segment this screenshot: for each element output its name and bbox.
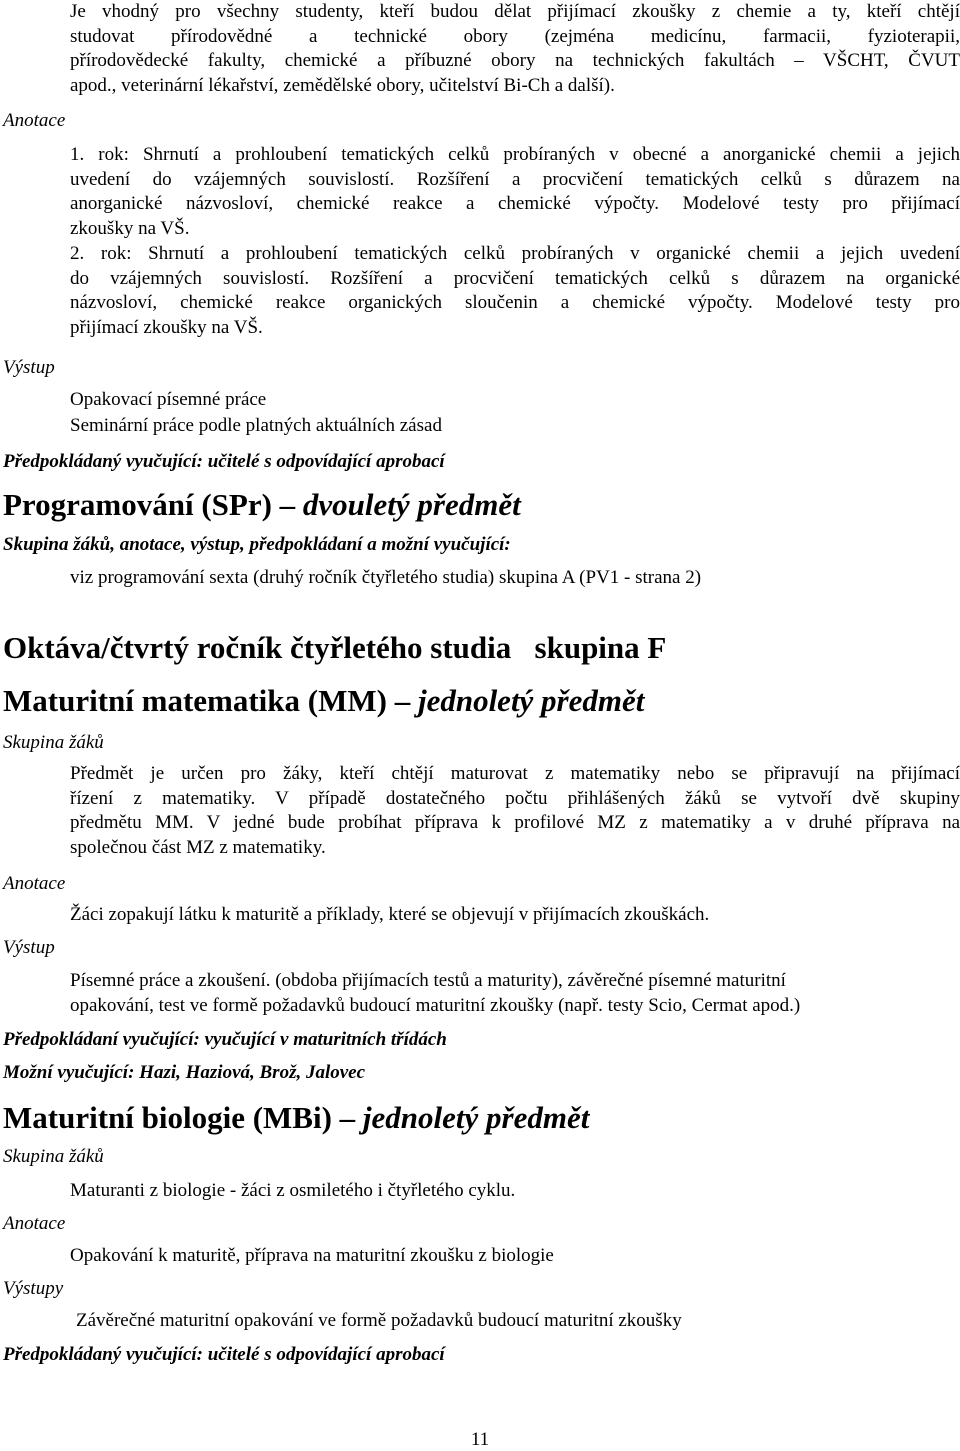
intro-line: studovat přírodovědné a technické obory (zejména medicínu, farmacii, fyzioterapii, xyxy=(70,25,960,47)
chem-year1-line: uvedení do vzájemných souvislostí. Rozšíření a procvičení tematických celků s důrazem na xyxy=(70,168,960,190)
mm-possible-teachers: Možní vyučující: Hazi, Haziová, Brož, Jalovec xyxy=(3,1062,366,1083)
chem-year2-line: do vzájemných souvislostí. Rozšíření a procvičení tematických celků s důrazem na organické xyxy=(70,267,960,289)
chem-teacher: Předpokládaný vyučující: učitelé s odpovídající aprobací xyxy=(3,451,445,472)
mbi-anotace-text: Opakování k maturitě, příprava na maturitní zkoušku z biologie xyxy=(70,1245,554,1266)
mm-title xyxy=(3,683,644,719)
mm-skupina-label: Skupina žáků xyxy=(3,732,104,753)
mbi-skupina-label: Skupina žáků xyxy=(3,1146,104,1167)
mbi-skupina-text: Maturanti z biologie - žáci z osmiletého i čtyřletého cyklu. xyxy=(70,1180,516,1201)
chem-year1-paragraph xyxy=(70,143,960,241)
chem-year1-line: anorganické názvosloví, chemické reakce a chemické výpočty. Modelové testy pro přijímací xyxy=(70,193,960,214)
prog-label: Skupina žáků, anotace, výstup, předpokládaní a možní vyučující: xyxy=(3,534,511,555)
mm-vystup-label: Výstup xyxy=(3,937,55,958)
chem-year2-paragraph xyxy=(70,242,960,340)
mm-anotace-text: Žáci zopakují látku k maturitě a příklady, které se objevují v přijímacích zkouškách. xyxy=(70,904,710,925)
mm-vystup-line: opakování, test ve formě požadavků budoucí maturitní zkoušky (např. testy Scio, Cermat apod.) xyxy=(70,995,801,1016)
page-number: 11 xyxy=(470,1429,490,1450)
mm-skupina-line: společnou část MZ z matematiky. xyxy=(70,836,326,858)
chem-vystup-line: Opakovací písemné práce xyxy=(70,389,267,410)
prog-title-main: Programování (SPr) – xyxy=(3,487,296,522)
mbi-title-italic: jednoletý předmět xyxy=(362,1100,590,1135)
intro-line: přírodovědecké fakulty, chemické a příbuzné obory na technických fakultách – VŠCHT, ČVUT xyxy=(70,50,960,71)
mm-skupina-line: řízení z matematiky. V případě dostatečného počtu přihlášených žáků se vytvoří dvě skupiny xyxy=(70,787,960,809)
mm-skupina-line: předmětu MM. V jedné bude probíhat příprava k profilové MZ z matematiky a v druhé příprava na xyxy=(70,812,960,833)
chem-year1-line: 1. rok: Shrnutí a prohloubení tematických celků probíraných v obecné a anorganické chemii a jejich xyxy=(70,144,960,165)
chem-year1-line: zkoušky na VŠ. xyxy=(70,217,190,239)
chem-vystup-label: Výstup xyxy=(3,357,55,378)
intro-paragraph xyxy=(70,0,960,98)
oktava-title: Oktáva/čtvrtý ročník čtyřletého studia skupina F xyxy=(3,630,667,665)
chem-year2-line: přijímací zkoušky na VŠ. xyxy=(70,316,263,338)
mbi-title xyxy=(3,1100,589,1136)
intro-line: Je vhodný pro všechny studenty, kteří budou dělat přijímací zkoušky z chemie a ty, kteří chtějí xyxy=(70,1,960,22)
prog-title xyxy=(3,487,521,523)
mm-title-italic: jednoletý předmět xyxy=(417,683,645,718)
prog-title-italic: dvouletý předmět xyxy=(302,487,521,522)
mm-skupina-paragraph xyxy=(70,762,960,860)
mbi-vystupy-text: Závěrečné maturitní opakování ve formě požadavků budoucí maturitní zkoušky xyxy=(76,1310,682,1331)
mm-teacher: Předpokládaní vyučující: vyučující v maturitních třídách xyxy=(3,1029,447,1050)
mbi-anotace-label: Anotace xyxy=(3,1213,66,1234)
mm-title-main: Maturitní matematika (MM) – xyxy=(3,683,411,718)
mbi-vystupy-label: Výstupy xyxy=(3,1278,64,1299)
intro-line: apod., veterinární lékařství, zemědělské obory, učitelství Bi-Ch a další). xyxy=(70,74,615,96)
chem-year2-line: názvosloví, chemické reakce organických sloučenin a chemické výpočty. Modelové testy pro xyxy=(70,292,960,313)
mbi-teacher: Předpokládaný vyučující: učitelé s odpovídající aprobací xyxy=(3,1344,445,1365)
chem-anotace-label: Anotace xyxy=(3,110,66,131)
mm-skupina-line: Předmět je určen pro žáky, kteří chtějí maturovat z matematiky nebo se připravují na přijímací xyxy=(70,763,960,784)
chem-year2-line: 2. rok: Shrnutí a prohloubení tematických celků probíraných v organické chemii a jejich uvedení xyxy=(70,243,960,264)
mm-vystup-line: Písemné práce a zkoušení. (obdoba přijímacích testů a maturity), závěrečné písemné maturitní xyxy=(70,970,786,991)
chem-vystup-line: Seminární práce podle platných aktuálních zásad xyxy=(70,415,442,436)
mm-anotace-label: Anotace xyxy=(3,873,66,894)
prog-text: viz programování sexta (druhý ročník čtyřletého studia) skupina A (PV1 - strana 2) xyxy=(70,567,702,588)
mbi-title-main: Maturitní biologie (MBi) – xyxy=(3,1100,356,1135)
